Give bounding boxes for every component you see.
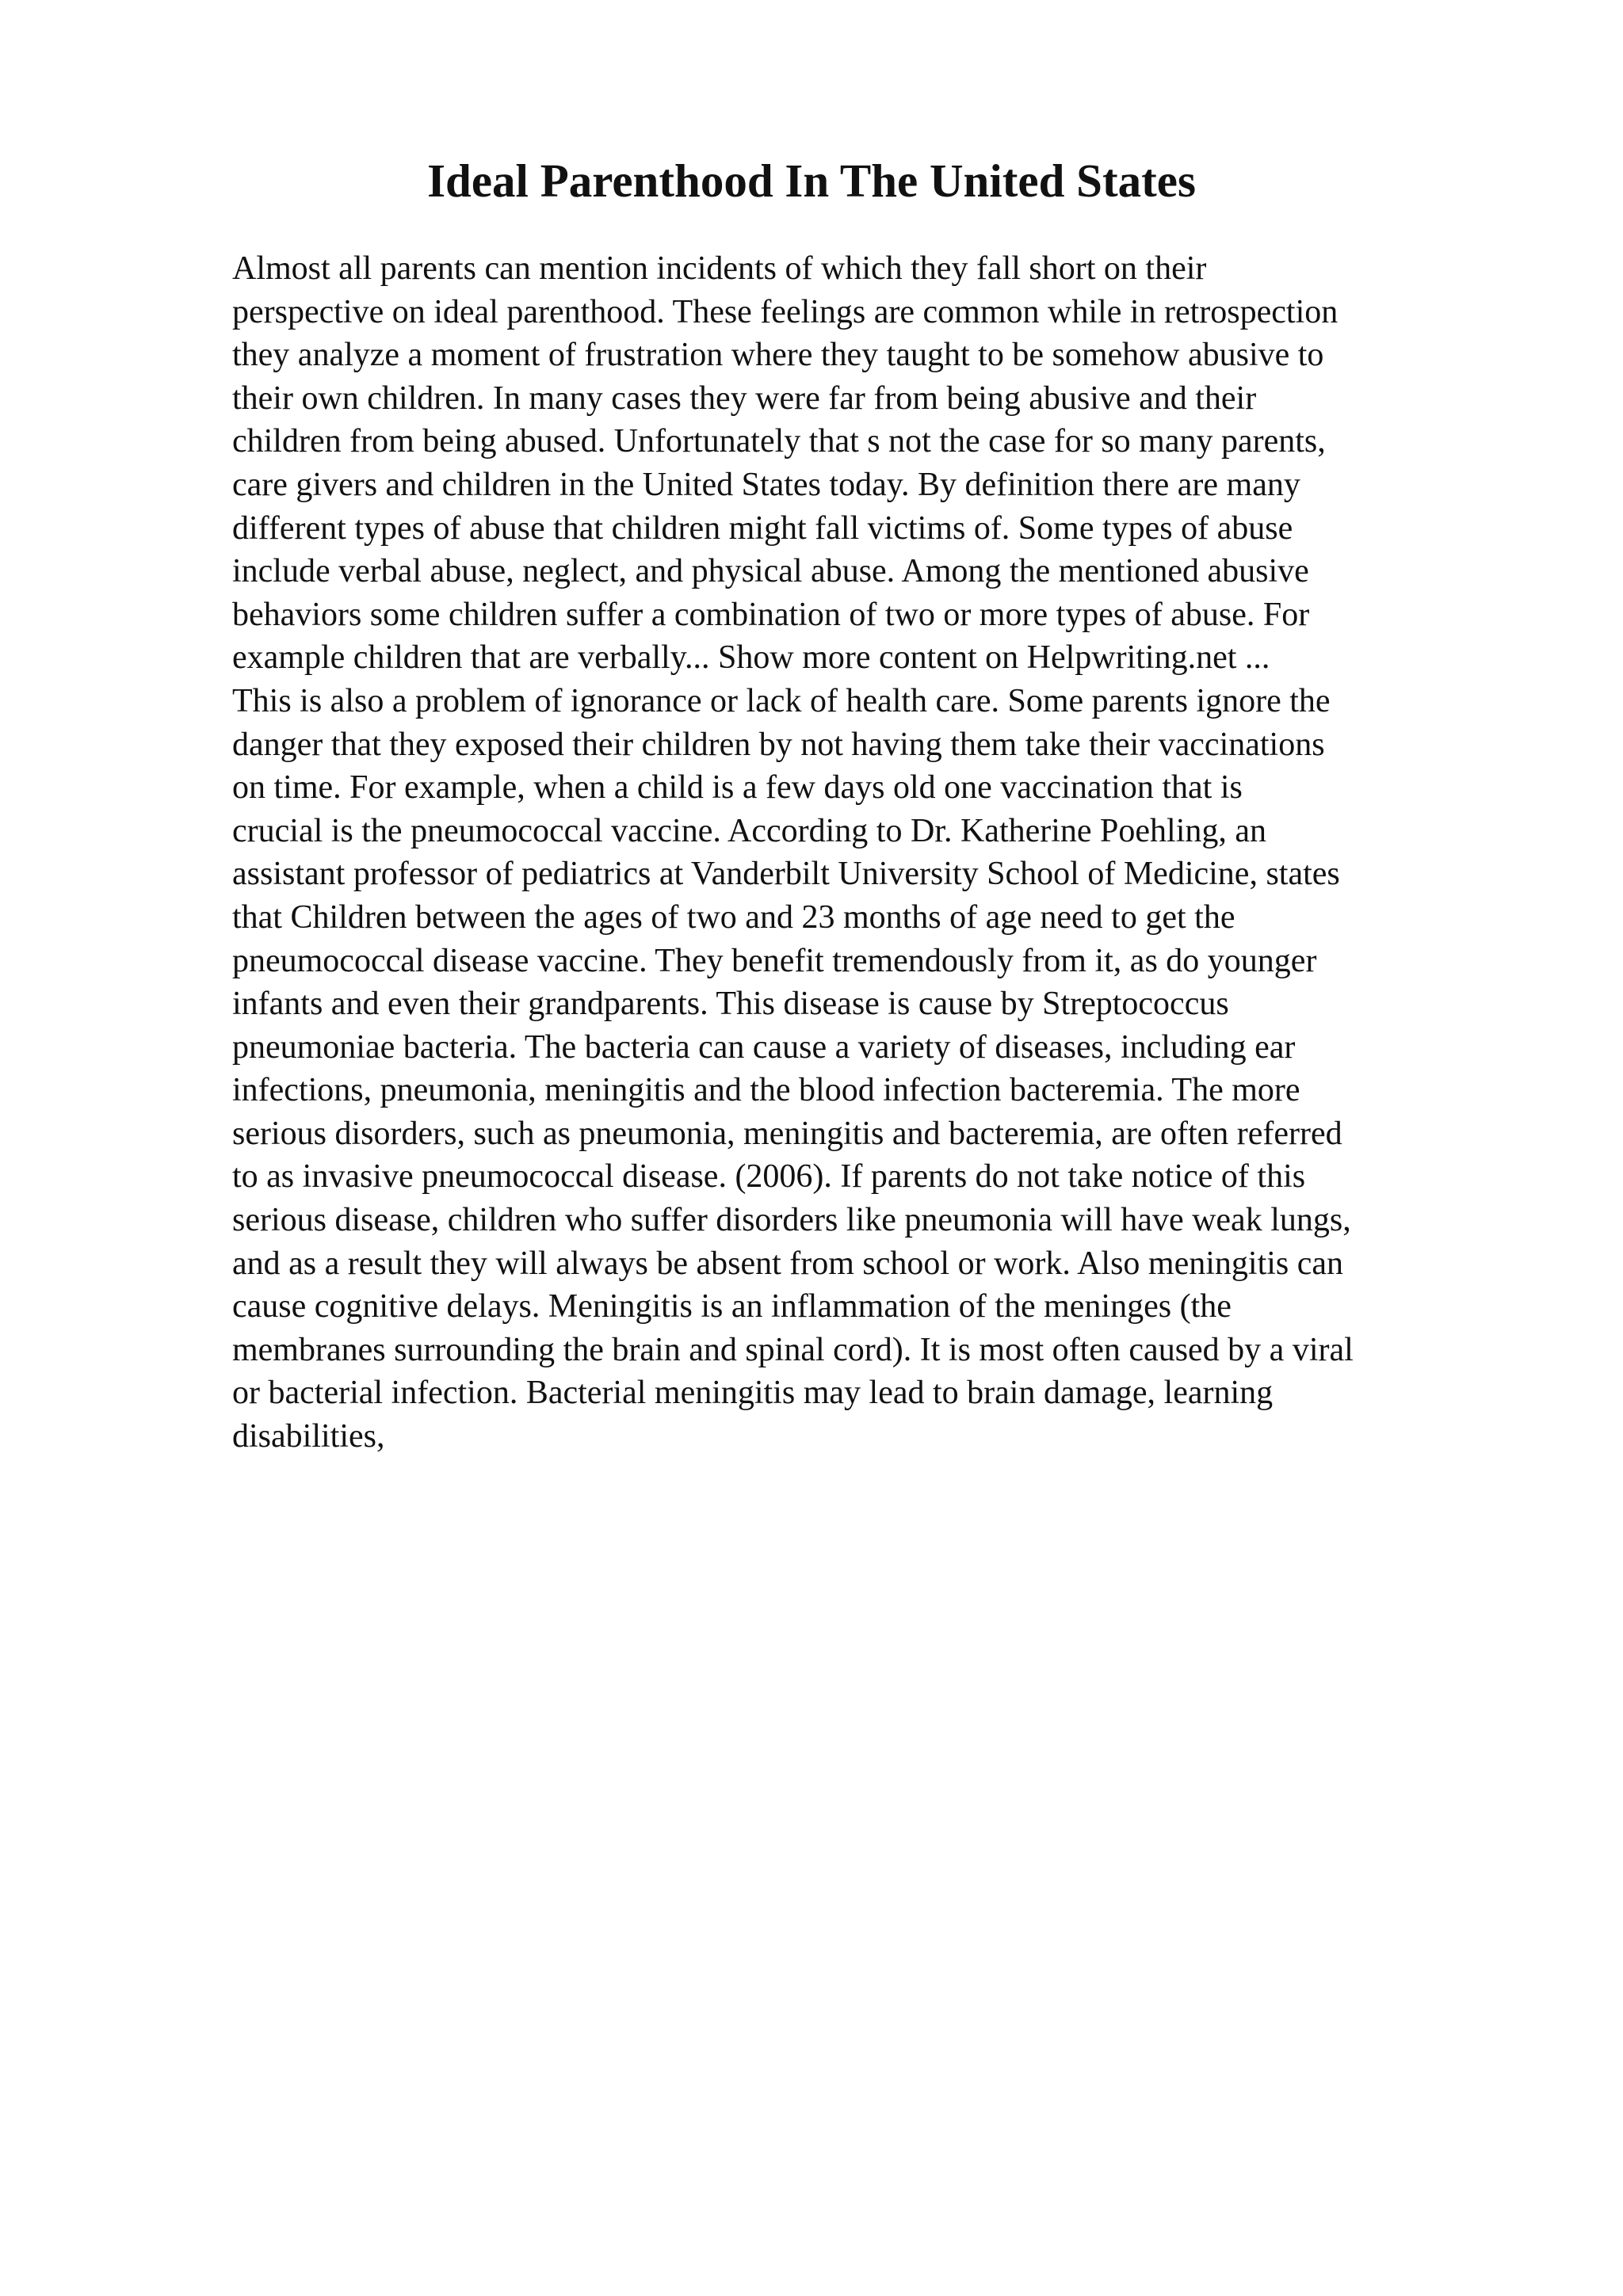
body-line: include verbal abuse, neglect, and physical abuse. Among the mentioned abusive xyxy=(232,553,1309,590)
body-line: they analyze a moment of frustration where they taught to be somehow abusive to xyxy=(232,337,1324,374)
body-line: This is also a problem of ignorance or lack of health care. Some parents ignore the xyxy=(232,682,1331,719)
body-line: on time. For example, when a child is a few days old one vaccination that is xyxy=(232,769,1243,807)
body-line: assistant professor of pediatrics at Vanderbilt University School of Medicine, states xyxy=(232,856,1340,893)
body-line: care givers and children in the United States today. By definition there are many xyxy=(232,466,1300,503)
body-line: cause cognitive delays. Meningitis is an inflammation of the meninges (the xyxy=(232,1288,1232,1325)
body-line: danger that they exposed their children by not having them take their vaccinations xyxy=(232,726,1325,763)
document-body xyxy=(232,247,1516,1459)
body-line: serious disease, children who suffer disorders like pneumonia will have weak lungs, xyxy=(232,1202,1351,1239)
document-title: Ideal Parenthood In The United States xyxy=(427,154,1196,207)
body-line: children from being abused. Unfortunately that s not the case for so many parents, xyxy=(232,423,1326,460)
body-line: Almost all parents can mention incidents of which they fall short on their xyxy=(232,250,1207,287)
body-line: perspective on ideal parenthood. These feelings are common while in retrospection xyxy=(232,293,1338,330)
body-line: infants and even their grandparents. This disease is cause by Streptococcus xyxy=(232,986,1229,1023)
body-line: or bacterial infection. Bacterial meningitis may lead to brain damage, learning xyxy=(232,1375,1274,1412)
body-line: and as a result they will always be absent from school or work. Also meningitis can xyxy=(232,1245,1344,1282)
body-line: disabilities, xyxy=(232,1418,385,1455)
body-line: serious disorders, such as pneumonia, meningitis and bacteremia, are often referred xyxy=(232,1115,1342,1152)
body-line: that Children between the ages of two and 23 months of age need to get the xyxy=(232,898,1235,936)
body-line: membranes surrounding the brain and spinal cord). It is most often caused by a viral xyxy=(232,1331,1354,1368)
body-line: behaviors some children suffer a combination of two or more types of abuse. For xyxy=(232,596,1310,633)
body-line: pneumococcal disease vaccine. They benefit tremendously from it, as do younger xyxy=(232,942,1317,979)
body-line: different types of abuse that children might fall victims of. Some types of abuse xyxy=(232,509,1293,547)
body-line: example children that are verbally... Show more content on Helpwriting.net ... xyxy=(232,639,1270,677)
body-line: crucial is the pneumococcal vaccine. According to Dr. Katherine Poehling, an xyxy=(232,812,1267,849)
body-line: infections, pneumonia, meningitis and the blood infection bacteremia. The more xyxy=(232,1072,1300,1109)
body-line: pneumoniae bacteria. The bacteria can cause a variety of diseases, including ear xyxy=(232,1028,1296,1066)
body-line: their own children. In many cases they were far from being abusive and their xyxy=(232,379,1257,417)
body-line: to as invasive pneumococcal disease. (2006). If parents do not take notice of this xyxy=(232,1158,1306,1196)
